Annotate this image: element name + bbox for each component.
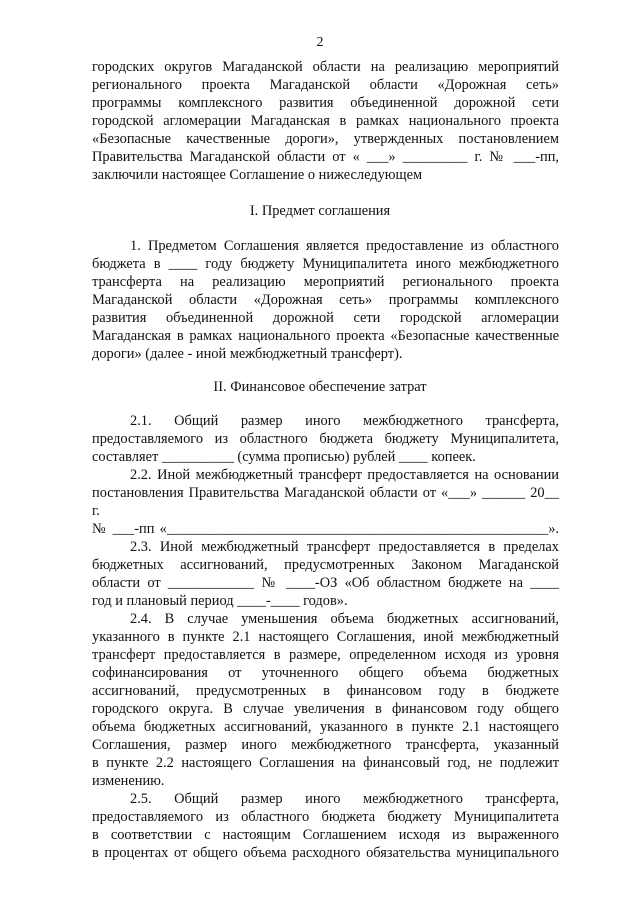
section-heading-2: II. Финансовое обеспечение затрат (213, 379, 427, 395)
text-line: изменению. (92, 773, 165, 789)
text-line: год и плановый период ____-____ годов». (92, 593, 348, 609)
text-line: составляет __________ (сумма прописью) рублей ____ копеек. (92, 449, 476, 465)
text-line: регионального проекта Магаданской области «Дорожная сеть» (92, 77, 559, 93)
text-line: заключили настоящее Соглашение о нижеследующем (92, 167, 423, 183)
text-line: дороги» (далее - иной межбюджетный трансферт). (92, 346, 403, 362)
text-line: бюджета в ____ году бюджету Муниципалитета иного межбюджетного (92, 256, 559, 272)
text-line: 2.2. Иной межбюджетный трансферт предоставляется на основании (130, 467, 559, 483)
text-line: городского округа. В случае увеличения в финансовом году общего (92, 701, 559, 717)
text-line: Магаданской области «Дорожная сеть» программы комплексного (92, 292, 559, 308)
text-line: постановления Правительства Магаданской области от «___» ______ 20__ (92, 485, 559, 501)
text-line: 2.5. Общий размер иного межбюджетного трансферта, (130, 791, 559, 807)
text-line: Правительства Магаданской области от « ___» _________ г. № ___-пп, (92, 149, 559, 165)
text-line: г. (92, 503, 100, 519)
text-line: объема бюджетных ассигнований, указанного в пункте 2.1 настоящего (92, 719, 559, 735)
text-line: бюджетных ассигнований, предусмотренных Законом Магаданской (92, 557, 559, 573)
text-line: ассигнований, предусмотренных в финансовом году в бюджете (92, 683, 559, 699)
text-line: предоставляемого из областного бюджета бюджету Муниципалитета, (92, 431, 559, 447)
text-line: указанного в пункте 2.1 настоящего Соглашения, иной межбюджетный (92, 629, 559, 645)
text-line: в процентах от общего объема расходного обязательства муниципального (92, 845, 559, 861)
text-line: в соответствии с настоящим Соглашением исходя из выраженного (92, 827, 559, 843)
text-line: 1. Предметом Соглашения является предоставление из областного (130, 238, 559, 254)
text-line: софинансирования от уточненного общего объема бюджетных (92, 665, 559, 681)
text-line: 2.3. Иной межбюджетный трансферт предоставляется в пределах (130, 539, 559, 555)
page-number: 2 (316, 35, 324, 50)
text-line: развития объединенной дорожной сети городской агломерации (92, 310, 559, 326)
text-line: области от ____________ № ____-ОЗ «Об областном бюджете на ____ (92, 575, 559, 591)
text-line: № ___-пп «_____________________________________________________». (92, 521, 559, 537)
text-line: городских округов Магаданской области на реализацию мероприятий (92, 59, 559, 75)
text-line: программы комплексного развития объединенной дорожной сети (92, 95, 559, 111)
text-line: 2.4. В случае уменьшения объема бюджетных ассигнований, (130, 611, 559, 627)
text-line: в пункте 2.2 настоящего Соглашения на финансовый год, не подлежит (92, 755, 559, 771)
section-heading-1: I. Предмет соглашения (249, 203, 391, 219)
text-line: Магаданская в рамках национального проекта «Безопасные качественные (92, 328, 559, 344)
text-line: 2.1. Общий размер иного межбюджетного трансферта, (130, 413, 559, 429)
text-line: трансферт предоставляется в размере, определенном исходя из уровня (92, 647, 559, 663)
text-line: «Безопасные качественные дороги», утвержденных постановлением (92, 131, 559, 147)
text-line: предоставляемого из областного бюджета бюджету Муниципалитета (92, 809, 559, 825)
text-line: трансферта на реализацию мероприятий регионального проекта (92, 274, 559, 290)
text-line: городской агломерации Магаданская в рамках национального проекта (92, 113, 559, 129)
text-line: Соглашения, размер иного межбюджетного трансферта, указанный (92, 737, 559, 753)
